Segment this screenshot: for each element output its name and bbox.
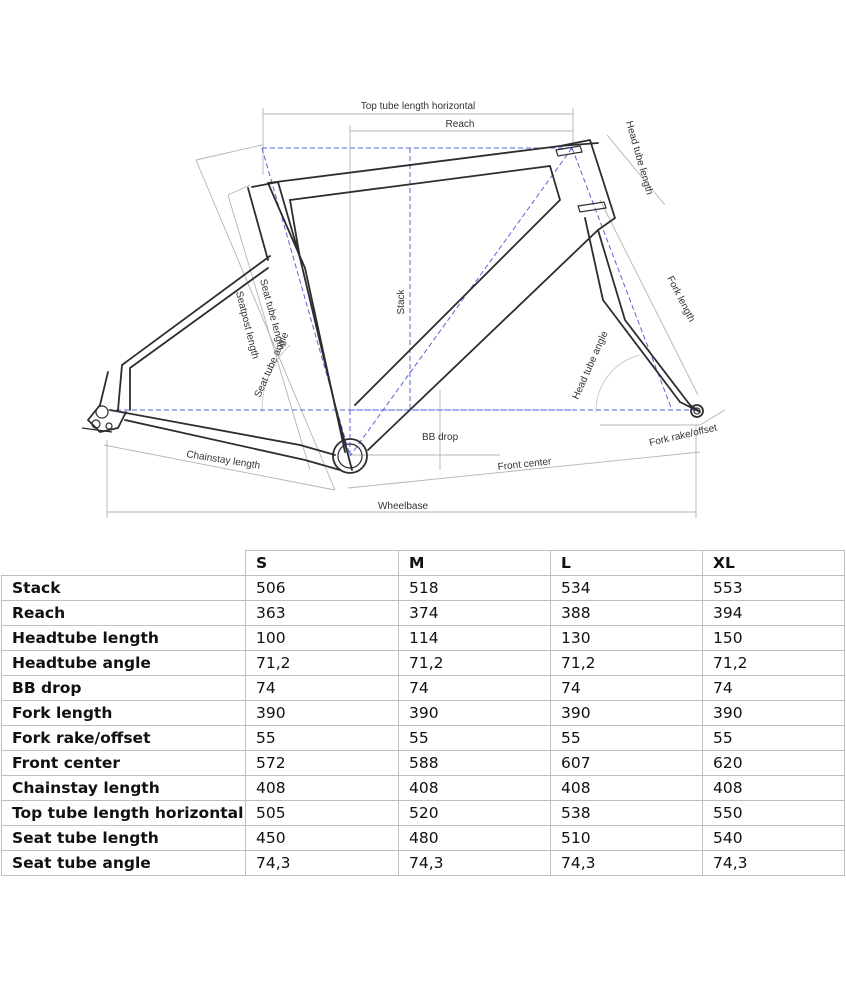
table-row <box>2 826 845 851</box>
value-cell: 394 <box>703 601 845 626</box>
value-cell: 71,2 <box>399 651 551 676</box>
value-cell: 540 <box>703 826 845 851</box>
value-cell: 408 <box>551 776 703 801</box>
value-cell: 74,3 <box>551 851 703 876</box>
table-row <box>2 701 845 726</box>
row-label: Front center <box>2 751 246 776</box>
row-label: Fork rake/offset <box>2 726 246 751</box>
value-cell: 620 <box>703 751 845 776</box>
value-cell: 374 <box>399 601 551 626</box>
value-cell: 71,2 <box>246 651 399 676</box>
table-row <box>2 601 845 626</box>
value-cell: 71,2 <box>551 651 703 676</box>
table-corner-cell <box>2 551 246 576</box>
value-cell: 74,3 <box>399 851 551 876</box>
value-cell: 510 <box>551 826 703 851</box>
value-cell: 588 <box>399 751 551 776</box>
table-header-row <box>2 551 845 576</box>
table-row <box>2 751 845 776</box>
top-tube <box>268 143 598 183</box>
size-header-l: L <box>551 551 703 576</box>
table-row <box>2 651 845 676</box>
label-top-tube-length-horizontal: Top tube length horizontal <box>360 101 476 112</box>
row-label: Headtube length <box>2 626 246 651</box>
value-cell: 74,3 <box>246 851 399 876</box>
value-cell: 550 <box>703 801 845 826</box>
size-header-m: M <box>399 551 551 576</box>
value-cell: 450 <box>246 826 399 851</box>
value-cell: 74 <box>703 676 845 701</box>
value-cell: 607 <box>551 751 703 776</box>
head-tube <box>560 140 615 230</box>
value-cell: 408 <box>399 776 551 801</box>
value-cell: 408 <box>703 776 845 801</box>
value-cell: 55 <box>399 726 551 751</box>
fork <box>598 230 690 405</box>
row-label: Chainstay length <box>2 776 246 801</box>
label-seat-tube-angle: Seat tube angle <box>252 330 292 400</box>
value-cell: 55 <box>551 726 703 751</box>
value-cell: 74 <box>246 676 399 701</box>
geometry-table <box>1 550 845 876</box>
value-cell: 553 <box>703 576 845 601</box>
label-head-tube-length: Head tube length <box>623 119 655 197</box>
row-label: Seat tube length <box>2 826 246 851</box>
row-label: Headtube angle <box>2 651 246 676</box>
row-label: Fork length <box>2 701 246 726</box>
seat-tube <box>268 183 345 452</box>
value-cell: 506 <box>246 576 399 601</box>
size-header-s: S <box>246 551 399 576</box>
label-bb-drop: BB drop <box>422 432 459 443</box>
value-cell: 100 <box>246 626 399 651</box>
value-cell: 518 <box>399 576 551 601</box>
value-cell: 55 <box>246 726 399 751</box>
value-cell: 74,3 <box>703 851 845 876</box>
row-label: BB drop <box>2 676 246 701</box>
value-cell: 520 <box>399 801 551 826</box>
value-cell: 572 <box>246 751 399 776</box>
table-row <box>2 676 845 701</box>
value-cell: 480 <box>399 826 551 851</box>
value-cell: 538 <box>551 801 703 826</box>
table-body <box>2 576 845 876</box>
value-cell: 534 <box>551 576 703 601</box>
label-chainstay-length: Chainstay length <box>185 449 261 472</box>
size-header-xl: XL <box>703 551 845 576</box>
table-row <box>2 776 845 801</box>
value-cell: 74 <box>399 676 551 701</box>
value-cell: 130 <box>551 626 703 651</box>
label-wheelbase: Wheelbase <box>377 501 429 512</box>
label-reach: Reach <box>445 119 475 130</box>
label-seat-tube-length: Seat tube length <box>257 277 287 352</box>
value-cell: 388 <box>551 601 703 626</box>
value-cell: 363 <box>246 601 399 626</box>
row-label: Stack <box>2 576 246 601</box>
value-cell: 505 <box>246 801 399 826</box>
table-row <box>2 851 845 876</box>
value-cell: 71,2 <box>703 651 845 676</box>
value-cell: 390 <box>551 701 703 726</box>
bike-frame <box>82 140 703 473</box>
label-fork-rake-offset: Fork rake/offset <box>648 422 719 449</box>
label-stack: Stack <box>396 289 407 315</box>
label-fork-length: Fork length <box>664 274 697 324</box>
down-tube <box>368 230 598 450</box>
label-front-center: Front center <box>497 456 552 473</box>
table-row <box>2 576 845 601</box>
value-cell: 408 <box>246 776 399 801</box>
value-cell: 114 <box>399 626 551 651</box>
table-row <box>2 626 845 651</box>
row-label: Seat tube angle <box>2 851 246 876</box>
value-cell: 390 <box>246 701 399 726</box>
table-row <box>2 726 845 751</box>
value-cell: 390 <box>703 701 845 726</box>
value-cell: 390 <box>399 701 551 726</box>
label-head-tube-angle: Head tube angle <box>570 329 611 402</box>
row-label: Top tube length horizontal <box>2 801 246 826</box>
value-cell: 55 <box>703 726 845 751</box>
label-seatpost-length: Seatpost length <box>233 290 261 361</box>
value-cell: 74 <box>551 676 703 701</box>
chain-stay <box>110 410 335 455</box>
value-cell: 150 <box>703 626 845 651</box>
row-label: Reach <box>2 601 246 626</box>
table-row <box>2 801 845 826</box>
